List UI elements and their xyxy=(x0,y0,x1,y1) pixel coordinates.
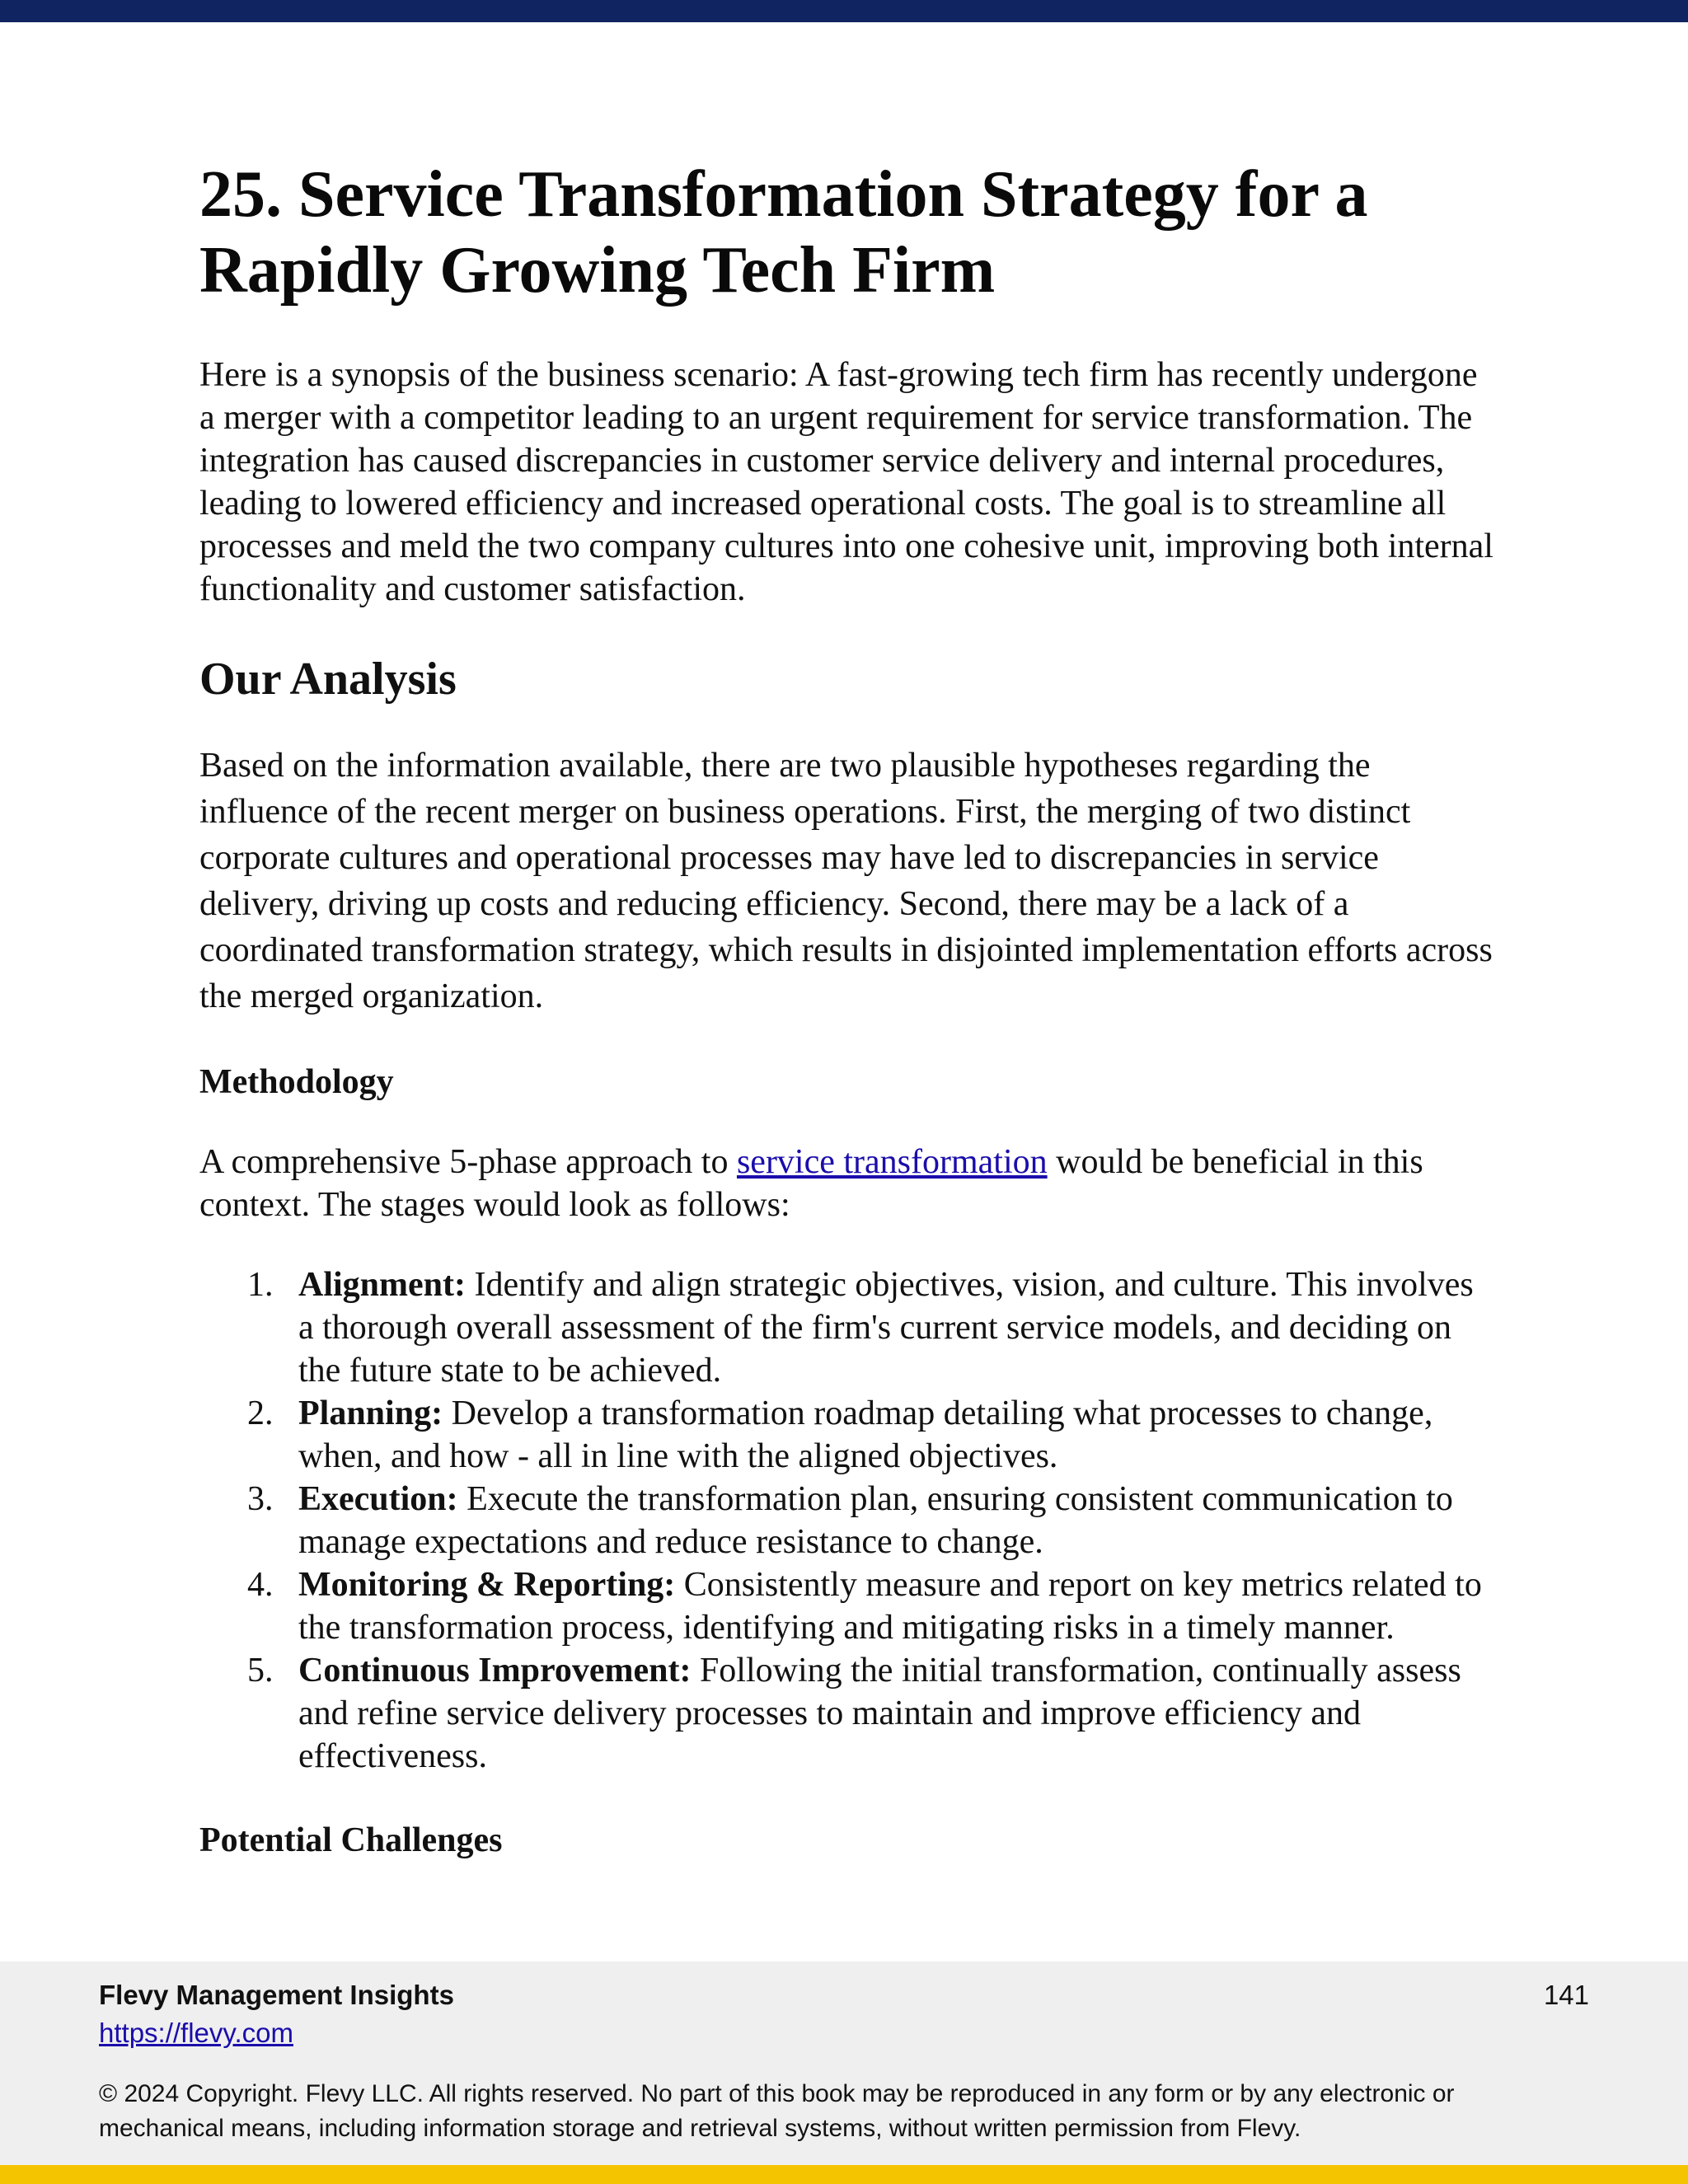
phases-list xyxy=(199,1263,1493,1778)
phase-term: Monitoring & Reporting: xyxy=(298,1566,676,1604)
page-number: 141 xyxy=(1543,1980,1589,2010)
phase-term: Execution: xyxy=(298,1480,458,1518)
challenges-heading: Potential Challenges xyxy=(199,1821,503,1859)
page-title: 25. Service Transformation Strategy for a Rapidly Growing Tech Firm xyxy=(199,158,1368,307)
phase-term: Continuous Improvement: xyxy=(298,1652,692,1690)
page-footer xyxy=(0,1961,1688,2165)
phase-number: 4. xyxy=(247,1566,274,1604)
bottom-accent-bar xyxy=(0,2165,1688,2184)
phase-item xyxy=(199,1478,1493,1563)
phase-description: Following the initial transformation, continually assess and refine service delivery processes to maintain and improve efficiency and effectiveness. xyxy=(298,1652,1461,1775)
phase-description: Develop a transformation roadmap detailing what processes to change, when, and how - all in line with the aligned objectives. xyxy=(298,1394,1433,1475)
phase-item xyxy=(199,1649,1493,1778)
methodology-paragraph xyxy=(199,1141,1493,1226)
copyright-notice: © 2024 Copyright. Flevy LLC. All rights reserved. No part of this book may be reproduced in any form or by any electronic or mechanical means, including information storage and retrieval systems, without written permission from Flevy. xyxy=(99,2080,1455,2142)
phase-item xyxy=(199,1263,1493,1392)
phase-number: 3. xyxy=(247,1480,274,1518)
footer-brand: Flevy Management Insights xyxy=(99,1980,454,2010)
phase-number: 2. xyxy=(247,1394,274,1432)
methodology-heading: Methodology xyxy=(199,1063,394,1101)
footer-url-link[interactable]: https://flevy.com xyxy=(99,2018,293,2048)
top-accent-bar xyxy=(0,0,1688,22)
service-transformation-link[interactable]: service transformation xyxy=(736,1143,1048,1181)
phase-description: Execute the transformation plan, ensuring consistent communication to manage expectations and reduce resistance to change. xyxy=(298,1480,1453,1561)
phase-description: Identify and align strategic objectives, vision, and culture. This involves a thorough overall assessment of the firm's current service models, and deciding on the future state to be achieved. xyxy=(298,1266,1474,1390)
analysis-heading: Our Analysis xyxy=(199,654,457,705)
intro-paragraph: Here is a synopsis of the business scenario: A fast-growing tech firm has recently undergone a merger with a competitor leading to an urgent requirement for service transformation. The integration has caused discrepancies in customer service delivery and internal procedures, leading to lowered efficiency and increased operational costs. The goal is to streamline all processes and meld the two company cultures into one cohesive unit, improving both internal functionality and customer satisfaction. xyxy=(199,356,1493,608)
phase-number: 1. xyxy=(247,1266,274,1304)
phase-description: Consistently measure and report on key metrics related to the transformation process, identifying and mitigating risks in a timely manner. xyxy=(298,1566,1482,1647)
methodology-text-after: would be beneficial in this context. The stages would look as follows: xyxy=(199,1143,1423,1224)
phase-term: Alignment: xyxy=(298,1266,466,1304)
phase-term: Planning: xyxy=(298,1394,443,1432)
methodology-text-before: A comprehensive 5-phase approach to xyxy=(199,1143,737,1181)
page-content xyxy=(199,157,1493,1899)
phase-number: 5. xyxy=(247,1652,274,1690)
phase-item xyxy=(199,1563,1493,1649)
phase-item xyxy=(199,1392,1493,1478)
analysis-paragraph: Based on the information available, there are two plausible hypotheses regarding the influence of the recent merger on business operations. First, the merging of two distinct corporate cultures and operational processes may have led to discrepancies in service delivery, driving up costs and reducing efficiency. Second, there may be a lack of a coordinated transformation strategy, which results in disjointed implementation efforts across the merged organization. xyxy=(199,747,1493,1015)
